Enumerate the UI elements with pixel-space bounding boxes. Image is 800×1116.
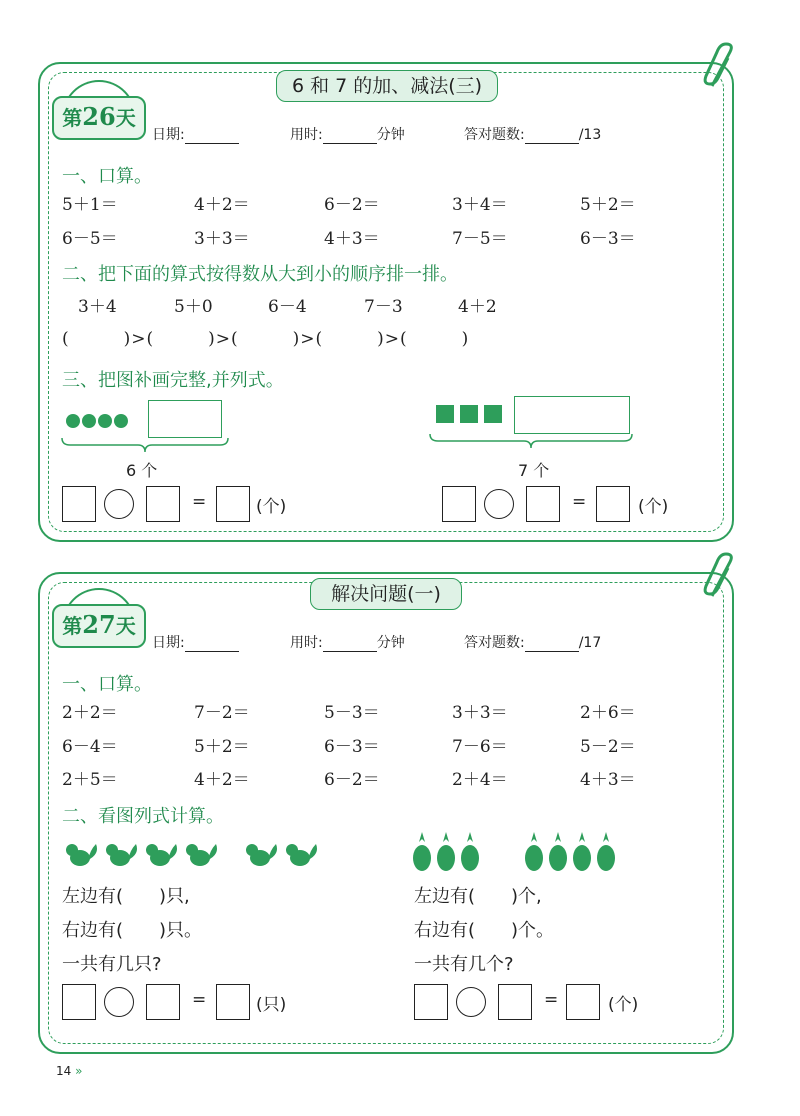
answer-box[interactable] [442,486,476,522]
equation[interactable]: 4＋3＝ [580,770,636,790]
equation[interactable]: 6－4＝ [62,737,118,757]
score-label: 答对题数: [464,127,525,143]
answer-box[interactable] [414,984,448,1020]
answer-box[interactable] [216,486,250,522]
paperclip-icon [700,552,740,602]
section-picture-problems: 二、看图列式计算。 [62,806,224,827]
draw-area-box[interactable] [148,400,222,438]
unit-label: (个) [638,497,669,517]
badge-suffix: 天 [115,106,136,130]
chevron-right-icon: » [75,1064,83,1078]
section-ordering: 二、把下面的算式按得数从大到小的顺序排一排。 [62,264,458,285]
badge-number: 26 [82,102,116,131]
equation[interactable]: 2＋2＝ [62,703,118,723]
score-total: /17 [578,635,602,651]
question-left-count[interactable]: 左边有( )个, [414,886,542,907]
order-item: 6－4 [268,297,307,317]
equation[interactable]: 5＋1＝ [62,195,118,215]
section-mental-math: 一、口算。 [62,166,152,187]
equation[interactable]: 4＋3＝ [324,229,380,249]
equation[interactable]: 2＋6＝ [580,703,636,723]
badge-prefix: 第 [62,106,83,130]
order-item: 5＋0 [174,297,213,317]
date-label: 日期: [152,127,185,143]
equals-sign: = [192,990,207,1010]
operator-circle[interactable] [456,987,486,1017]
equals-sign: = [544,990,559,1010]
unit-label: (个) [608,995,639,1015]
answer-box[interactable] [146,486,180,522]
answer-box[interactable] [216,984,250,1020]
pineapple-icon-group [410,830,624,874]
operator-circle[interactable] [104,489,134,519]
score-total: /13 [578,127,602,143]
equation[interactable]: 2＋4＝ [452,770,508,790]
total-label: 6 个 [126,461,158,480]
green-square [436,405,454,423]
answer-box[interactable] [526,486,560,522]
order-item: 4＋2 [458,297,497,317]
green-dot [66,414,80,428]
badge-suffix: 天 [115,614,136,638]
badge-number: 27 [82,610,116,639]
equation[interactable]: 5－3＝ [324,703,380,723]
equation[interactable]: 5＋2＝ [194,737,250,757]
date-label: 日期: [152,635,185,651]
day-badge [52,96,146,140]
green-dot [98,414,112,428]
day-badge [52,604,146,648]
time-unit: 分钟 [376,127,405,143]
order-item: 7－3 [364,297,403,317]
answer-box[interactable] [62,486,96,522]
green-square [484,405,502,423]
equation[interactable]: 5－2＝ [580,737,636,757]
unit-label: (只) [256,995,287,1015]
equation[interactable]: 7－6＝ [452,737,508,757]
equals-sign: = [192,492,207,512]
green-dot [114,414,128,428]
green-square [460,405,478,423]
time-field[interactable] [290,632,405,652]
date-field[interactable] [152,632,239,652]
equation[interactable]: 4＋2＝ [194,195,250,215]
lesson-title: 解决问题(一) [310,578,462,610]
question-right-count[interactable]: 右边有( )只。 [62,920,203,941]
equation[interactable]: 6－2＝ [324,770,380,790]
answer-box[interactable] [62,984,96,1020]
time-label: 用时: [290,127,323,143]
section-mental-math: 一、口算。 [62,674,152,695]
equation[interactable]: 2＋5＝ [62,770,118,790]
question-total: 一共有几只? [62,954,162,975]
total-label: 7 个 [518,461,550,480]
order-answer-blanks[interactable]: ( )>( )>( )>( )>( ) [62,329,470,349]
answer-box[interactable] [566,984,600,1020]
page-number [56,1064,82,1078]
date-field[interactable] [152,124,239,144]
operator-circle[interactable] [484,489,514,519]
equation[interactable]: 7－5＝ [452,229,508,249]
question-right-count[interactable]: 右边有( )个。 [414,920,555,941]
equals-sign: = [572,492,587,512]
time-label: 用时: [290,635,323,651]
score-field[interactable] [464,632,601,652]
equation[interactable]: 3＋3＝ [194,229,250,249]
brace-icon [428,432,634,450]
equation[interactable]: 5＋2＝ [580,195,636,215]
operator-circle[interactable] [104,987,134,1017]
order-item: 3＋4 [78,297,117,317]
section-complete-picture: 三、把图补画完整,并列式。 [62,370,284,391]
question-total: 一共有几个? [414,954,514,975]
answer-box[interactable] [146,984,180,1020]
lesson-title: 6 和 7 的加、减法(三) [276,70,498,102]
answer-box[interactable] [596,486,630,522]
time-field[interactable] [290,124,405,144]
squirrel-icon-group [62,836,332,872]
equation[interactable]: 6－3＝ [324,737,380,757]
paperclip-icon [700,42,740,92]
equation[interactable]: 6－3＝ [580,229,636,249]
answer-box[interactable] [498,984,532,1020]
score-field[interactable] [464,124,601,144]
unit-label: (个) [256,497,287,517]
equation[interactable]: 6－5＝ [62,229,118,249]
brace-icon [60,436,230,454]
score-label: 答对题数: [464,635,525,651]
equation[interactable]: 4＋2＝ [194,770,250,790]
equation[interactable]: 3＋4＝ [452,195,508,215]
time-unit: 分钟 [376,635,405,651]
equation[interactable]: 3＋3＝ [452,703,508,723]
draw-area-box[interactable] [514,396,630,434]
badge-prefix: 第 [62,614,83,638]
page-number-text: 14 [56,1064,72,1078]
question-left-count[interactable]: 左边有( )只, [62,886,190,907]
green-dot [82,414,96,428]
equation[interactable]: 6－2＝ [324,195,380,215]
equation[interactable]: 7－2＝ [194,703,250,723]
